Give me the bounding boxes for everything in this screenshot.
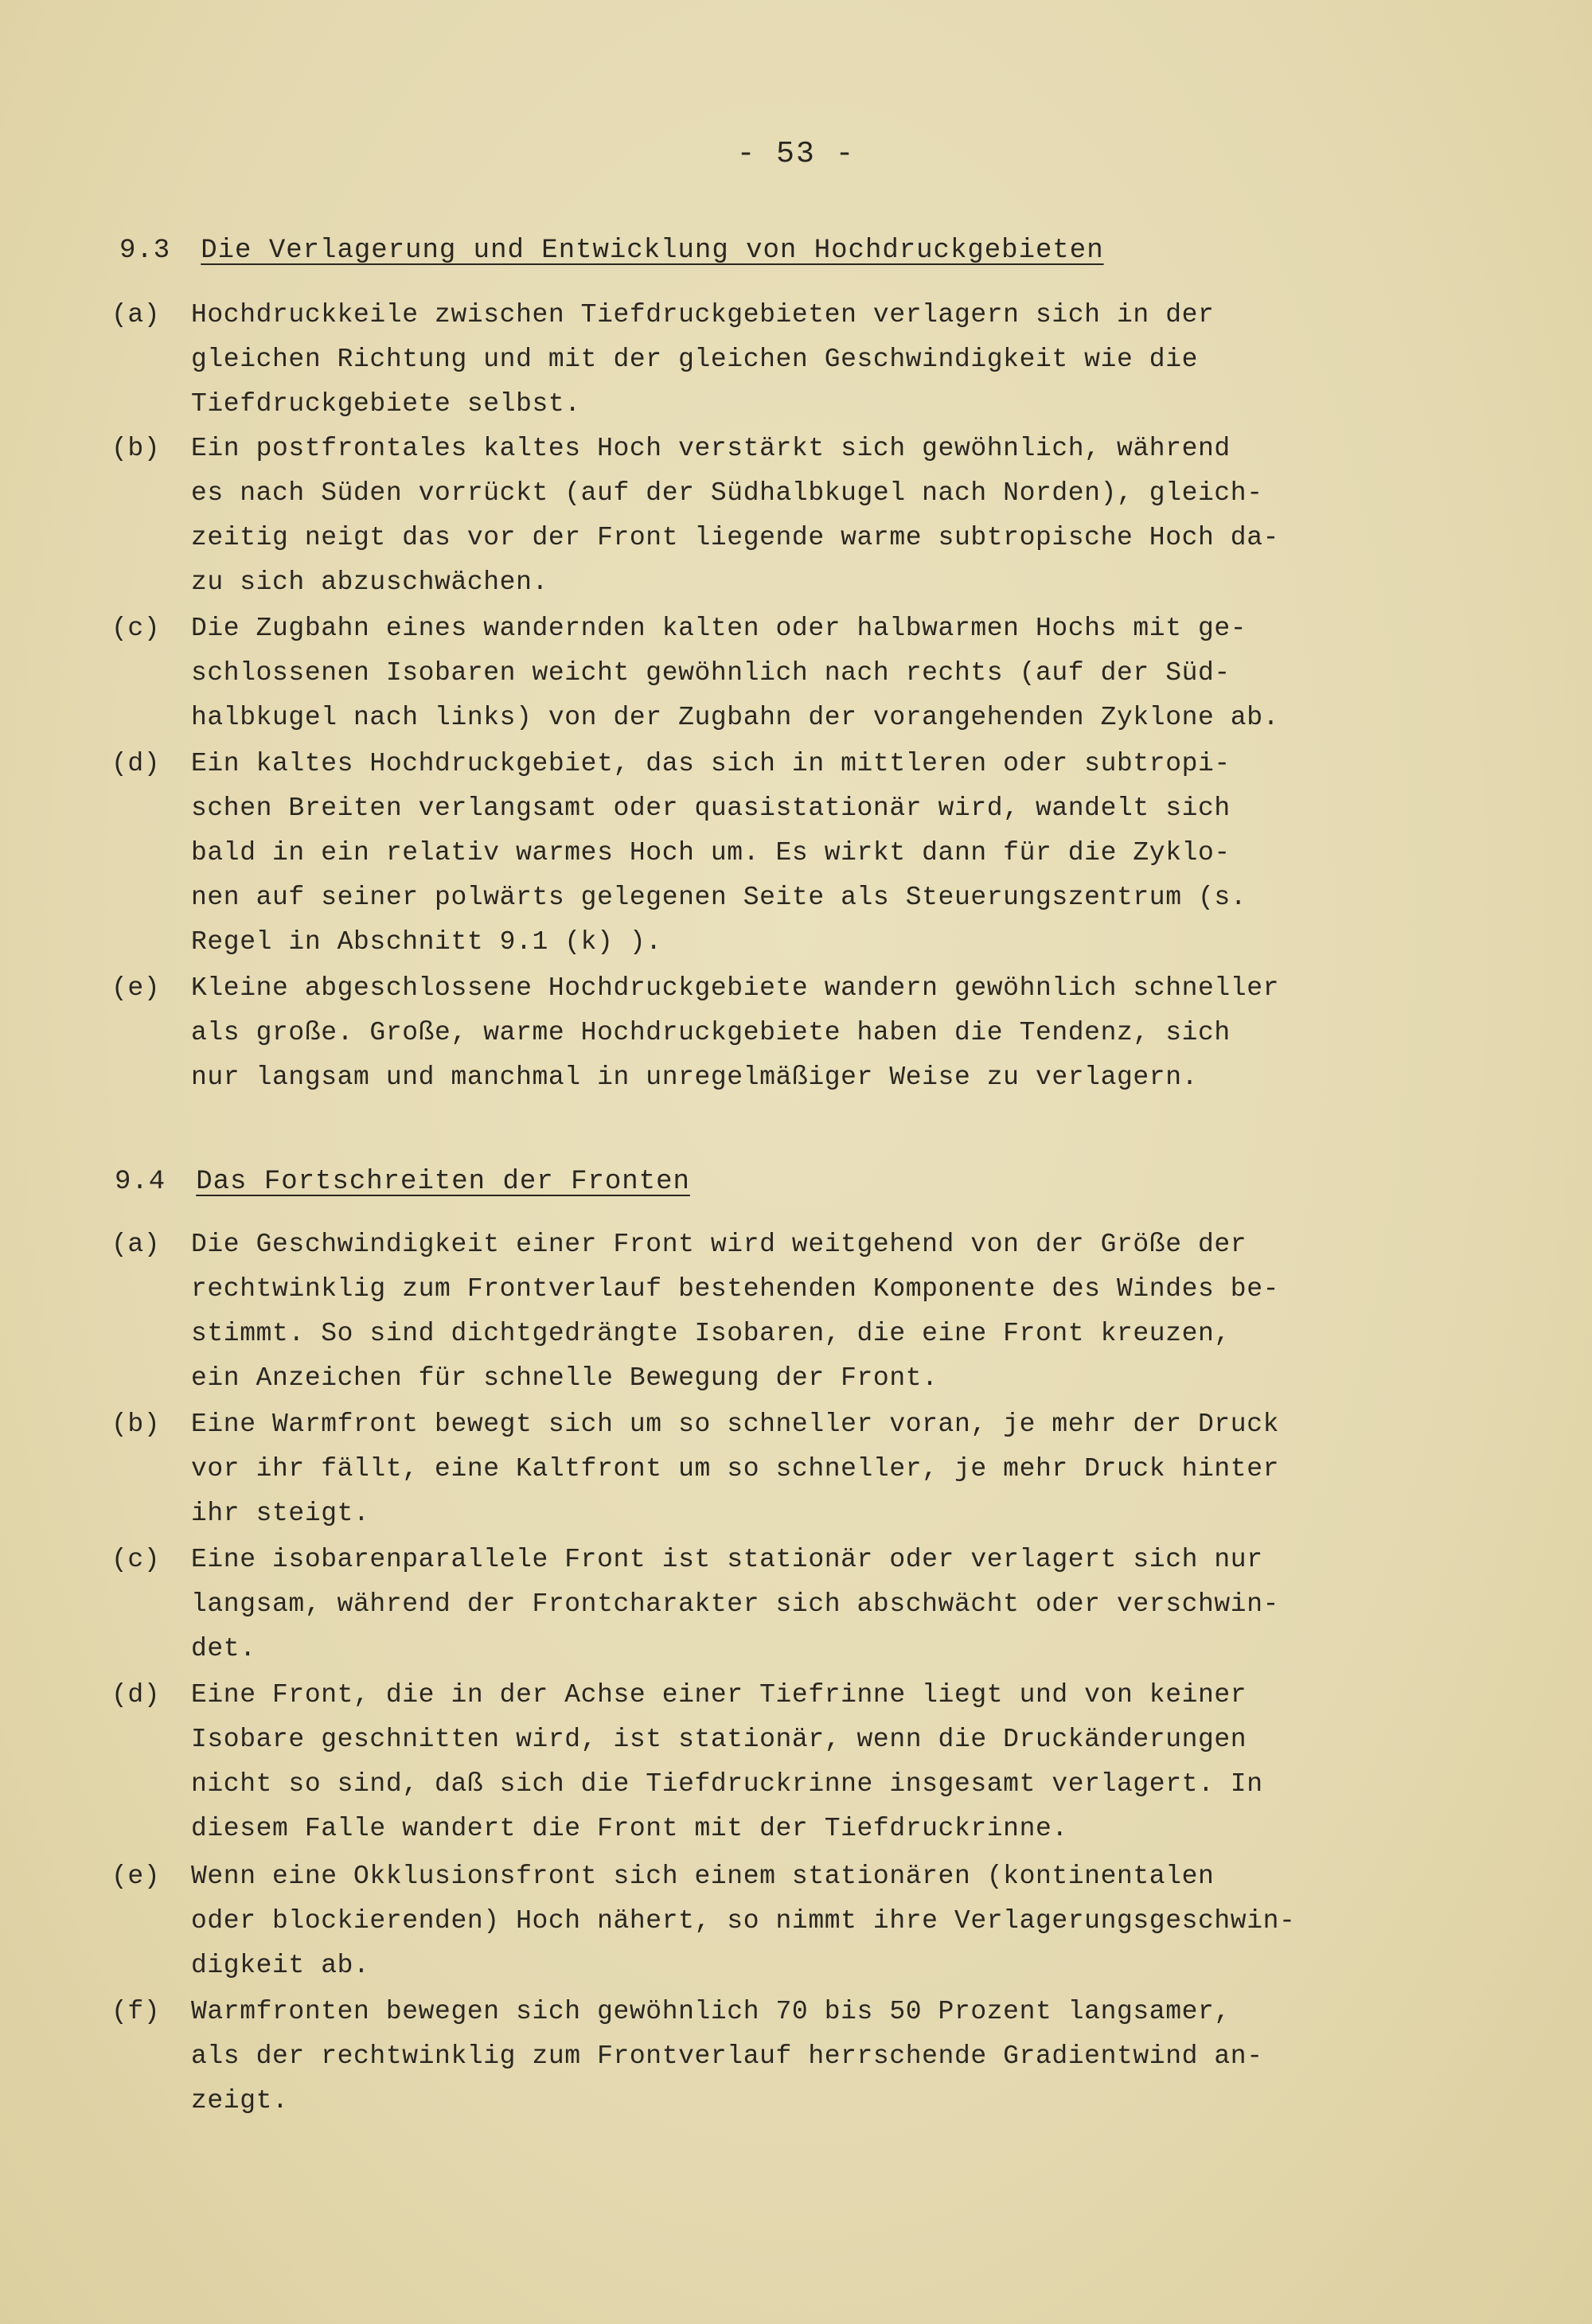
section-title: Die Verlagerung und Entwicklung von Hochdruckgebieten	[201, 236, 1104, 266]
item-text: Kleine abgeschlossene Hochdruckgebiete wandern gewöhnlich schneller als große. Große, warme Hochdruckgebiete haben die Tendenz, sich nur langsam und manchmal in unregelmäßiger Weise zu verlagern.	[191, 973, 1280, 1092]
list-item-9-4-d	[111, 1673, 1433, 1851]
section-title: Das Fortschreiten der Fronten	[196, 1167, 690, 1197]
section-number: 9.4	[115, 1167, 166, 1197]
section-heading-9-3	[119, 236, 1104, 266]
item-text: Die Zugbahn eines wandernden kalten oder halbwarmen Hochs mit ge- schlossenen Isobaren weicht gewöhnlich nach rechts (auf der Süd- halbkugel nach links) von der Zugbahn der vorangehenden Zyklone ab.	[191, 614, 1280, 732]
item-text: Die Geschwindigkeit einer Front wird weitgehend von der Größe der rechtwinklig zum Frontverlauf bestehenden Komponente des Windes be- stimmt. So sind dichtgedrängte Isobaren, die eine Front kreuzen, ein Anzeichen für schnelle Bewegung der Front.	[191, 1230, 1280, 1393]
list-item-9-3-b	[111, 427, 1433, 605]
item-text: Ein kaltes Hochdruckgebiet, das sich in mittleren oder subtropi- schen Breiten verlangsamt oder quasistationär wird, wandelt sich bald in ein relativ warmes Hoch um. Es wirkt dann für die Zyklo- nen auf seiner polwärts gelegenen Seite als Steuerungszentrum (s. Regel in Abschnitt 9.1 (k) ).	[191, 749, 1247, 957]
page-number: - 53 -	[736, 137, 856, 171]
list-item-9-3-d	[111, 742, 1433, 965]
item-text: Eine isobarenparallele Front ist stationär oder verlagert sich nur langsam, während der Frontcharakter sich abschwächt oder verschwin- det.	[191, 1545, 1280, 1663]
list-item-9-4-f	[111, 1990, 1433, 2123]
list-item-9-4-c	[111, 1538, 1433, 1671]
item-text: Eine Warmfront bewegt sich um so schneller voran, je mehr der Druck vor ihr fällt, eine Kaltfront um so schneller, je mehr Druck hinter ihr steigt.	[191, 1410, 1280, 1528]
item-label: (b)	[111, 434, 161, 463]
section-heading-9-4	[115, 1167, 690, 1197]
item-label: (f)	[111, 1997, 161, 2026]
item-label: (e)	[111, 973, 161, 1003]
list-item-9-3-e	[111, 966, 1433, 1100]
item-text: Eine Front, die in der Achse einer Tiefrinne liegt und von keiner Isobare geschnitten wird, ist stationär, wenn die Druckänderungen nicht so sind, daß sich die Tiefdruckrinne insgesamt verlagert. In diesem Falle wandert die Front mit der Tiefdruckrinne.	[191, 1680, 1263, 1843]
item-label: (e)	[111, 1862, 161, 1891]
item-label: (a)	[111, 1230, 161, 1259]
list-item-9-4-e	[111, 1854, 1433, 1988]
section-number: 9.3	[119, 236, 171, 266]
item-label: (a)	[111, 300, 161, 329]
list-item-9-4-a	[111, 1222, 1433, 1401]
item-text: Wenn eine Okklusionsfront sich einem stationären (kontinentalen oder blockierenden) Hoch nähert, so nimmt ihre Verlagerungsgeschwin- digkeit ab.	[191, 1862, 1296, 1980]
item-label: (b)	[111, 1410, 161, 1439]
item-label: (c)	[111, 614, 161, 643]
item-text: Warmfronten bewegen sich gewöhnlich 70 bis 50 Prozent langsamer, als der rechtwinklig zum Frontverlauf herrschende Gradientwind an- zeigt.	[191, 1997, 1263, 2115]
list-item-9-3-c	[111, 606, 1433, 740]
list-item-9-4-b	[111, 1402, 1433, 1536]
item-text: Hochdruckkeile zwischen Tiefdruckgebieten verlagern sich in der gleichen Richtung und mit der gleichen Geschwindigkeit wie die Tiefdruckgebiete selbst.	[191, 300, 1215, 419]
list-item-9-3-a	[111, 293, 1433, 427]
item-text: Ein postfrontales kaltes Hoch verstärkt sich gewöhnlich, während es nach Süden vorrückt (auf der Südhalbkugel nach Norden), gleich- zeitig neigt das vor der Front liegende warme subtropische Hoch da- zu sich abzuschwächen.	[191, 434, 1280, 597]
item-label: (c)	[111, 1545, 161, 1574]
item-label: (d)	[111, 1680, 161, 1710]
item-label: (d)	[111, 749, 161, 778]
